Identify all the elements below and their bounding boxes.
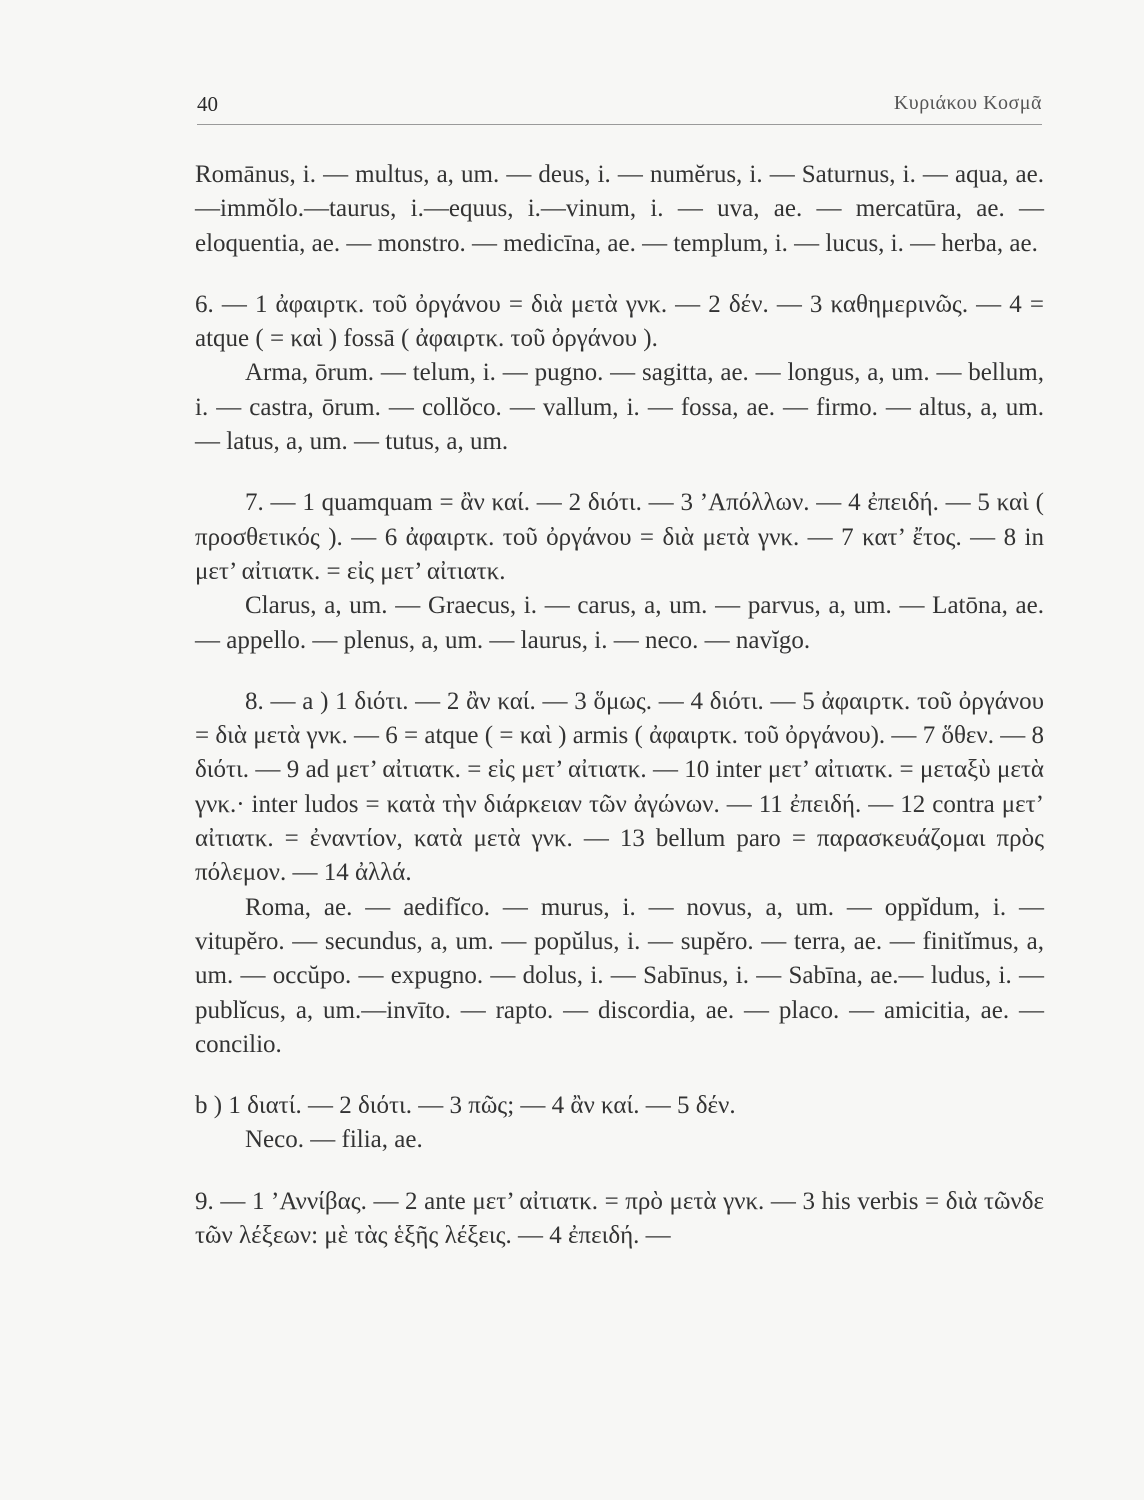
running-title: Κυριάκου Κοσμᾶ <box>893 92 1042 114</box>
page-header <box>197 88 1042 124</box>
body-text <box>195 158 1044 1253</box>
exercise-8b-notes: b ) 1 διατί. — 2 διότι. — 3 πῶς; — 4 ἂν καί. — 5 δέν. <box>195 1092 736 1120</box>
exercise-7-notes: 7. — 1 quamquam = ἂν καί. — 2 διότι. — 3 ’Απόλλων. — 4 ἐπειδή. — 5 καὶ ( προσθετικός ). — 6 ἀφαιρτκ. τοῦ ὀργάνου = διὰ μετὰ γνκ. — 7 κατ’ ἔτος. — 8 in μετ’ αἰτιατκ. = εἰς μετ’ αἰτιατκ. <box>195 489 1044 585</box>
exercise-8a-notes: 8. — a ) 1 διότι. — 2 ἂν καί. — 3 ὅμως. — 4 διότι. — 5 ἀφαιρτκ. τοῦ ὀργάνου = διὰ μετὰ γνκ. — 6 = atque ( = καὶ ) armis ( ἀφαιρτκ. τοῦ ὀργάνου). — 7 ὅθεν. — 8 διότι. — 9 ad μετ’ αἰτιατκ. = εἰς μετ’ αἰτιατκ. — 10 inter μετ’ αἰτιατκ. = μεταξὺ μετὰ γνκ.· inter ludos = κατὰ τὴν διάρκειαν τῶν ἀγώνων. — 11 ἐπειδή. — 12 contra μετ’ αἰτιατκ. = ἐναντίον, κατὰ μετὰ γνκ. — 13 bellum paro = παρασκευάζομαι πρὸς πόλεμον. — 14 ἀλλά. <box>195 687 1044 887</box>
exercise-8a-vocabulary: Roma, ae. — aedifĭco. — murus, i. — novus, a, um. — oppĭdum, i. — vitupĕro. — secundus, a, um. — popŭlus, i. — supĕro. — terra, ae. — finitĭmus, a, um. — occŭpo. — expugno. — dolus, i. — Sabīnus, i. — Sabīna, ae.— ludus, i. — publĭcus, a, um.—invīto. — rapto. — discordia, ae. — placo. — amicitia, ae. — concilio. <box>195 893 1044 1058</box>
exercise-8b-vocabulary: Neco. — filia, ae. <box>245 1126 423 1154</box>
exercise-9-notes: 9. — 1 ’Αννίβας. — 2 ante μετ’ αἰτιατκ. = πρὸ μετὰ γνκ. — 3 his verbis = διὰ τῶνδε τῶν λέξεων: μὲ τὰς ἑξῆς λέξεις. — 4 ἐπειδή. — <box>195 1187 1044 1250</box>
exercise-7-vocabulary: Clarus, a, um. — Graecus, i. — carus, a, um. — parvus, a, um. — Latōna, ae. — appello. — plenus, a, um. — laurus, i. — neco. — navĭgo. <box>195 592 1044 654</box>
page-number: 40 <box>197 92 218 116</box>
exercise-6-vocabulary: Arma, ōrum. — telum, i. — pugno. — sagitta, ae. — longus, a, um. — bellum, i. — castra, ōrum. — collŏco. — vallum, i. — fossa, ae. — firmo. — altus, a, um. — latus, a, um. — tutus, a, um. <box>195 359 1044 456</box>
header-rule <box>197 124 1042 125</box>
exercise-6-notes: 6. — 1 ἀφαιρτκ. τοῦ ὀργάνου = διὰ μετὰ γνκ. — 2 δέν. — 3 καθημερινῶς. — 4 = atque ( = καὶ ) fossā ( ἀφαιρτκ. τοῦ ὀργάνου ). <box>195 290 1044 353</box>
vocabulary-paragraph: Romānus, i. — multus, a, um. — deus, i. — numĕrus, i. — Saturnus, i. — aqua, ae.—immŏlo.—taurus, i.—equus, i.—vinum, i. — uva, ae. — mercatūra, ae. — eloquentia, ae. — monstro. — medicīna, ae. — templum, i. — lucus, i. — herba, ae. <box>195 161 1044 257</box>
